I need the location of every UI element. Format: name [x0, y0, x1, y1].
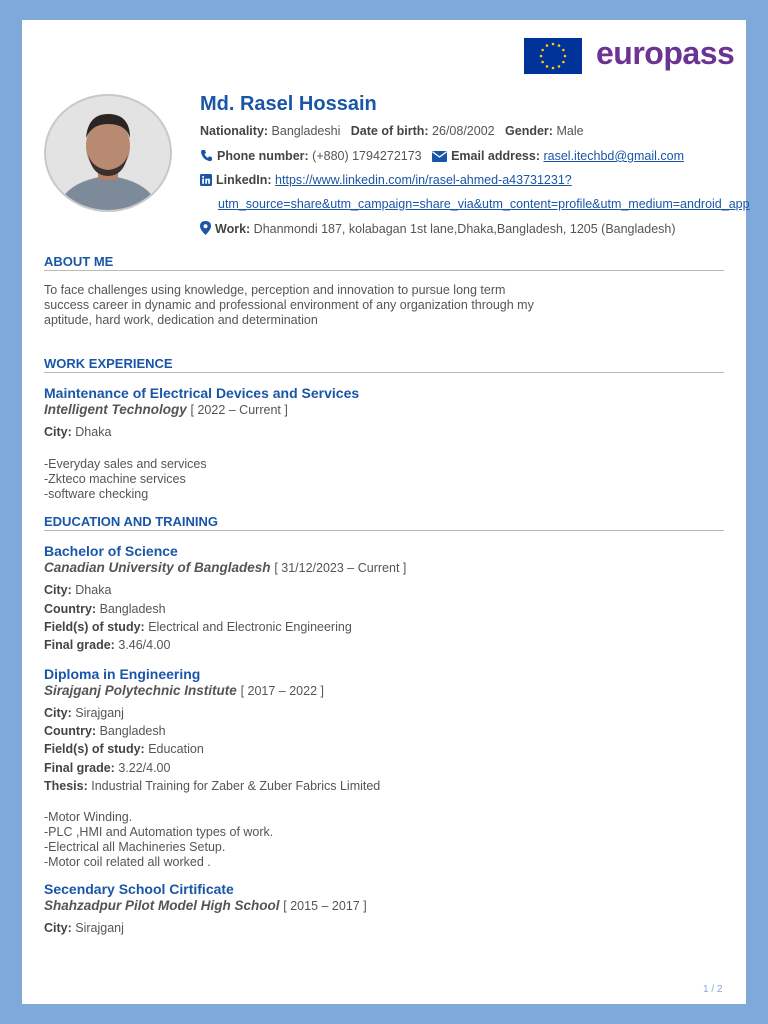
europass-wordmark: europass: [596, 35, 735, 71]
institution-row: [44, 683, 324, 698]
personal-info-row: [200, 124, 584, 138]
europass-logo: [524, 35, 735, 76]
job-dates: [ 2022 – Current ]: [190, 403, 288, 417]
education-heading: EDUCATION AND TRAINING: [44, 514, 724, 531]
eu-flag-icon: [524, 38, 582, 74]
dob-value: 26/08/2002: [432, 124, 495, 138]
list-item: -Motor Winding.: [44, 810, 133, 824]
field-value: Bangladesh: [99, 724, 166, 738]
education-dates: [ 31/12/2023 – Current ]: [274, 561, 407, 575]
field-label: Country:: [44, 602, 97, 616]
dob-label: Date of birth:: [350, 124, 429, 138]
nationality-label: Nationality:: [200, 124, 269, 138]
list-item: -Everyday sales and services: [44, 457, 207, 471]
list-item: -Electrical all Machineries Setup.: [44, 840, 226, 854]
avatar: [44, 94, 172, 212]
education-field-row: [44, 706, 124, 720]
education-field-row: [44, 583, 111, 597]
linkedin-icon: [200, 174, 212, 189]
about-line: aptitude, hard work, dedication and determination: [44, 313, 318, 327]
field-value: Electrical and Electronic Engineering: [148, 620, 352, 634]
job-duties: [44, 457, 207, 502]
field-value: 3.46/4.00: [118, 638, 171, 652]
location-pin-icon: [200, 221, 211, 238]
list-item: -Motor coil related all worked .: [44, 855, 211, 869]
list-item: -Zkteco machine services: [44, 472, 186, 486]
institution-name: Canadian University of Bangladesh: [44, 560, 271, 575]
education-field-row: [44, 779, 380, 793]
education-dates: [ 2015 – 2017 ]: [283, 899, 367, 913]
about-line: To face challenges using knowledge, perception and innovation to pursue long term: [44, 283, 506, 297]
about-text: [44, 283, 534, 328]
job-title: Maintenance of Electrical Devices and Services: [44, 385, 360, 401]
list-item: -PLC ,HMI and Automation types of work.: [44, 825, 274, 839]
work-address-row: [200, 221, 676, 238]
education-field-row: [44, 921, 124, 935]
about-heading: ABOUT ME: [44, 254, 724, 271]
contact-row: [200, 149, 684, 165]
linkedin-link-continued[interactable]: utm_source=share&utm_campaign=share_via&utm_content=profile&utm_medium=android_app: [218, 197, 750, 211]
phone-value: (+880) 1794272173: [312, 149, 422, 163]
linkedin-row-continued: [218, 197, 750, 211]
linkedin-link[interactable]: https://www.linkedin.com/in/rasel-ahmed-a43731231?: [275, 173, 572, 187]
field-value: 3.22/4.00: [118, 761, 171, 775]
gender-label: Gender:: [505, 124, 553, 138]
field-value: Education: [148, 742, 204, 756]
field-label: City:: [44, 425, 72, 439]
linkedin-row: [200, 173, 572, 189]
diploma-details: [44, 810, 273, 870]
field-value: Sirajganj: [75, 706, 124, 720]
field-value: Dhaka: [75, 425, 112, 439]
institution-name: Shahzadpur Pilot Model High School: [44, 898, 280, 913]
field-label: Thesis:: [44, 779, 88, 793]
education-field-row: [44, 724, 166, 738]
email-link[interactable]: rasel.itechbd@gmail.com: [543, 149, 685, 163]
field-label: Field(s) of study:: [44, 742, 145, 756]
institution-name: Sirajganj Polytechnic Institute: [44, 683, 237, 698]
full-name: Md. Rasel Hossain: [200, 93, 377, 115]
gender-value: Male: [556, 124, 584, 138]
institution-row: [44, 560, 406, 575]
degree-title: Bachelor of Science: [44, 543, 178, 559]
nationality-value: Bangladeshi: [271, 124, 341, 138]
field-label: Final grade:: [44, 638, 115, 652]
field-value: Sirajganj: [75, 921, 124, 935]
email-icon: [432, 151, 447, 165]
employer-row: [44, 402, 288, 417]
education-field-row: [44, 620, 352, 634]
phone-label: Phone number:: [217, 149, 309, 163]
linkedin-label: LinkedIn:: [216, 173, 272, 187]
field-label: Country:: [44, 724, 97, 738]
education-dates: [ 2017 – 2022 ]: [240, 684, 324, 698]
email-label: Email address:: [451, 149, 540, 163]
field-label: City:: [44, 706, 72, 720]
work-address-value: Dhanmondi 187, kolabagan 1st lane,Dhaka,Bangladesh, 1205 (Bangladesh): [253, 222, 676, 236]
employer-name: Intelligent Technology: [44, 402, 187, 417]
list-item: -software checking: [44, 487, 149, 501]
job-city-row: [44, 425, 111, 439]
field-label: City:: [44, 921, 72, 935]
phone-icon: [200, 149, 213, 165]
education-field-row: [44, 742, 204, 756]
education-field-row: [44, 761, 170, 775]
education-field-row: [44, 602, 166, 616]
field-value: Industrial Training for Zaber & Zuber Fabrics Limited: [91, 779, 381, 793]
field-label: Final grade:: [44, 761, 115, 775]
field-value: Dhaka: [75, 583, 112, 597]
field-value: Bangladesh: [99, 602, 166, 616]
education-field-row: [44, 638, 170, 652]
field-label: City:: [44, 583, 72, 597]
institution-row: [44, 898, 367, 913]
work-address-label: Work:: [215, 222, 251, 236]
degree-title: Diploma in Engineering: [44, 666, 201, 682]
field-label: Field(s) of study:: [44, 620, 145, 634]
page-number: 1 / 2: [703, 984, 723, 995]
degree-title: Secendary School Cirtificate: [44, 881, 234, 897]
work-experience-heading: WORK EXPERIENCE: [44, 356, 724, 373]
about-line: success career in dynamic and professional environment of any organization through my: [44, 298, 534, 312]
